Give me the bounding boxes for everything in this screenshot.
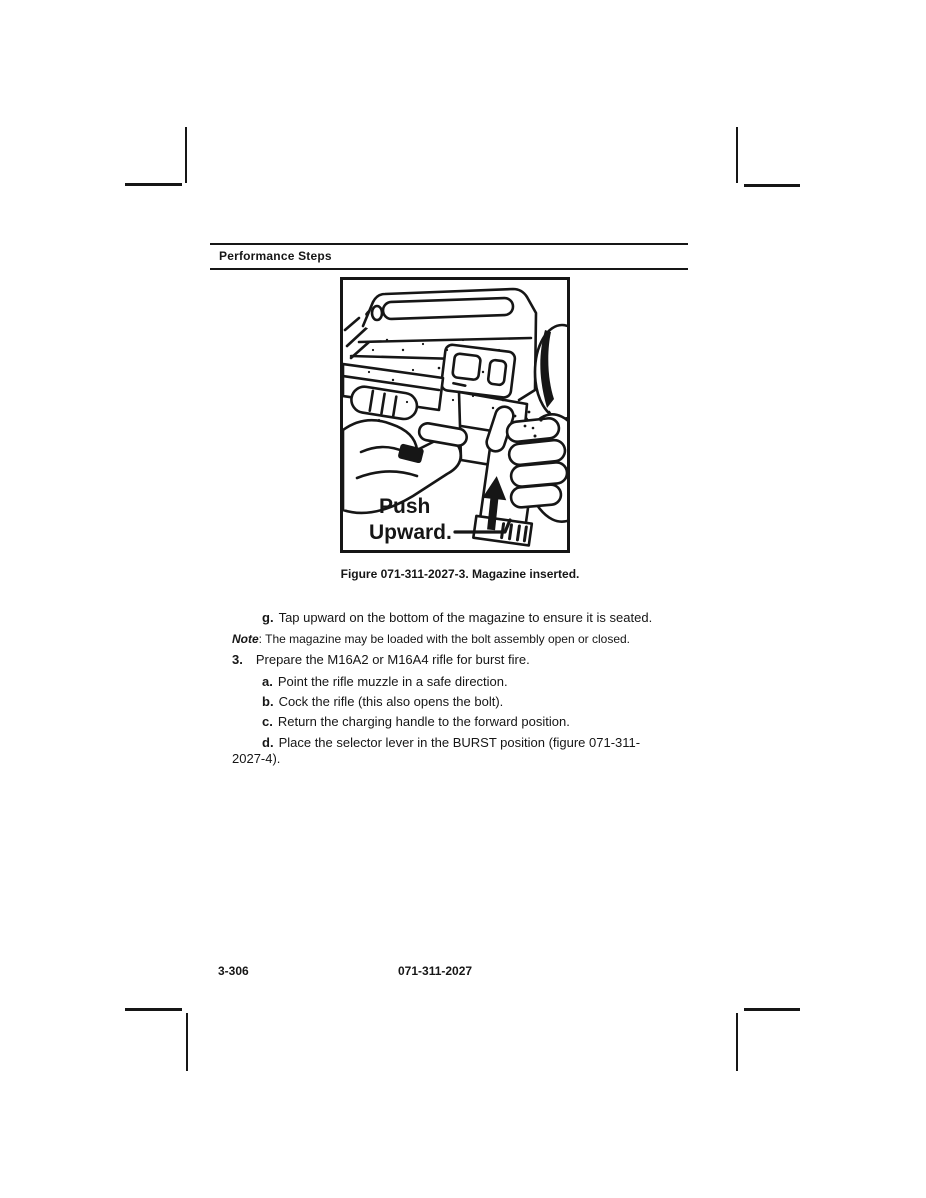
step-3-text: Prepare the M16A2 or M16A4 rifle for burst fire. — [255, 652, 530, 667]
substep-a-label: a. — [262, 674, 273, 689]
figure-label-upward: Upward. — [369, 521, 452, 544]
substep-d — [232, 735, 694, 751]
substep-a-text: Point the rifle muzzle in a safe direction. — [277, 674, 508, 689]
crop-mark-top-left-horizontal — [125, 183, 182, 186]
step-3 — [232, 652, 694, 668]
ejection-port — [441, 344, 516, 398]
crop-mark-top-left-vertical — [185, 127, 187, 183]
substep-d-text: Place the selector lever in the BURST position (figure 071-311- — [278, 735, 641, 750]
document-number: 071-311-2027 — [398, 964, 473, 978]
substep-c-text: Return the charging handle to the forward position. — [277, 714, 570, 729]
crop-mark-top-right-vertical — [736, 127, 738, 183]
handguard — [343, 364, 443, 421]
step-g — [232, 610, 694, 626]
crop-mark-top-right-horizontal — [744, 184, 800, 187]
note-label: Note — [232, 632, 259, 646]
crop-mark-bottom-right-vertical — [736, 1013, 738, 1071]
header-rule-bottom — [210, 268, 688, 270]
performance-steps-heading: Performance Steps — [219, 249, 332, 263]
figure-frame — [340, 277, 570, 553]
step-g-label: g. — [262, 610, 274, 625]
note-text: : The magazine may be loaded with the bolt assembly open or closed. — [258, 632, 630, 646]
substep-a — [232, 674, 694, 690]
substep-b — [232, 694, 694, 710]
substep-d-continued: 2027-4). — [232, 751, 281, 766]
header-rule-top — [210, 243, 688, 245]
page-number: 3-306 — [218, 964, 249, 978]
step-3-label: 3. — [232, 652, 243, 667]
substep-d-label: d. — [262, 735, 274, 750]
substep-c-label: c. — [262, 714, 273, 729]
note — [232, 631, 694, 647]
crop-mark-bottom-left-vertical — [186, 1013, 188, 1071]
figure-label-push: Push — [379, 495, 431, 518]
step-g-text: Tap upward on the bottom of the magazine to ensure it is seated. — [278, 610, 653, 625]
substep-b-text: Cock the rifle (this also opens the bolt). — [278, 694, 504, 709]
m16-magazine-insertion-illustration — [343, 280, 567, 550]
crop-mark-bottom-right-horizontal — [744, 1008, 800, 1011]
figure-caption: Figure 071-311-2027-3. Magazine inserted. — [340, 567, 580, 581]
substep-b-label: b. — [262, 694, 274, 709]
substep-c — [232, 714, 694, 730]
crop-mark-bottom-left-horizontal — [125, 1008, 182, 1011]
